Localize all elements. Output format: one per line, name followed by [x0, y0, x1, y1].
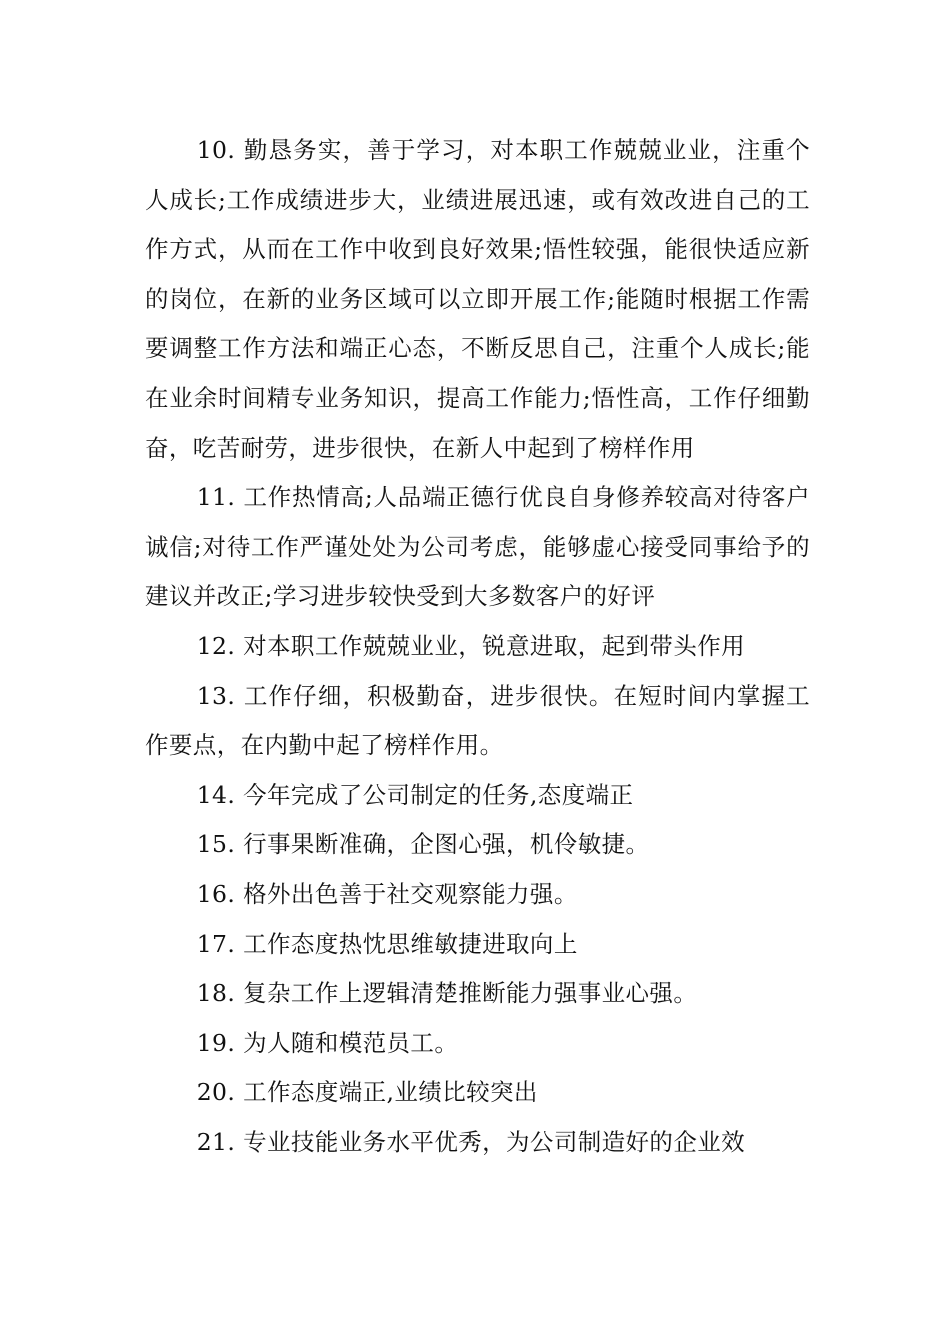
paragraph-14: 14. 今年完成了公司制定的任务,态度端正 — [196, 780, 634, 809]
paragraph-15: 15. 行事果断准确，企图心强，机伶敏捷。 — [196, 830, 650, 859]
paragraph-12: 12. 对本职工作兢兢业业，锐意进取，起到带头作用 — [196, 631, 746, 660]
paragraph-18: 18. 复杂工作上逻辑清楚推断能力强事业心强。 — [196, 979, 698, 1008]
paragraph-20: 20. 工作态度端正,业绩比较突出 — [196, 1078, 538, 1107]
paragraph-17: 17. 工作态度热忱思维敏捷进取向上 — [196, 929, 578, 958]
paragraph-16: 16. 格外出色善于社交观察能力强。 — [196, 879, 578, 908]
paragraph-10: 10. 勤恳务实，善于学习，对本职工作兢兢业业，注重个人成长;工作成绩进步大，业绩进展迅速，或有效改进自己的工作方式，从而在工作中收到良好效果;悟性较强，能很快适应新的岗位，在新的业务区域可以立即开展工作;能随时根据工作需要调整工作方法和端正心态，不断反思自己，注重个人成长;能在业余时间精专业务知识，提高工作能力;悟性高，工作仔细勤奋，吃苦耐劳，进步很快，在新人中起到了榜样作用 — [145, 136, 810, 462]
paragraph-13: 13. 工作仔细，积极勤奋，进步很快。在短时间内掌握工作要点，在内勤中起了榜样作用。 — [145, 681, 810, 760]
paragraph-11: 11. 工作热情高;人品端正德行优良自身修养较高对待客户诚信;对待工作严谨处处为公司考虑，能够虚心接受同事给予的建议并改正;学习进步较快受到大多数客户的好评 — [145, 483, 810, 611]
paragraph-19: 19. 为人随和模范员工。 — [196, 1028, 459, 1057]
paragraph-21: 21. 专业技能业务水平优秀，为公司制造好的企业效 — [196, 1127, 746, 1156]
document-body — [145, 126, 810, 1167]
